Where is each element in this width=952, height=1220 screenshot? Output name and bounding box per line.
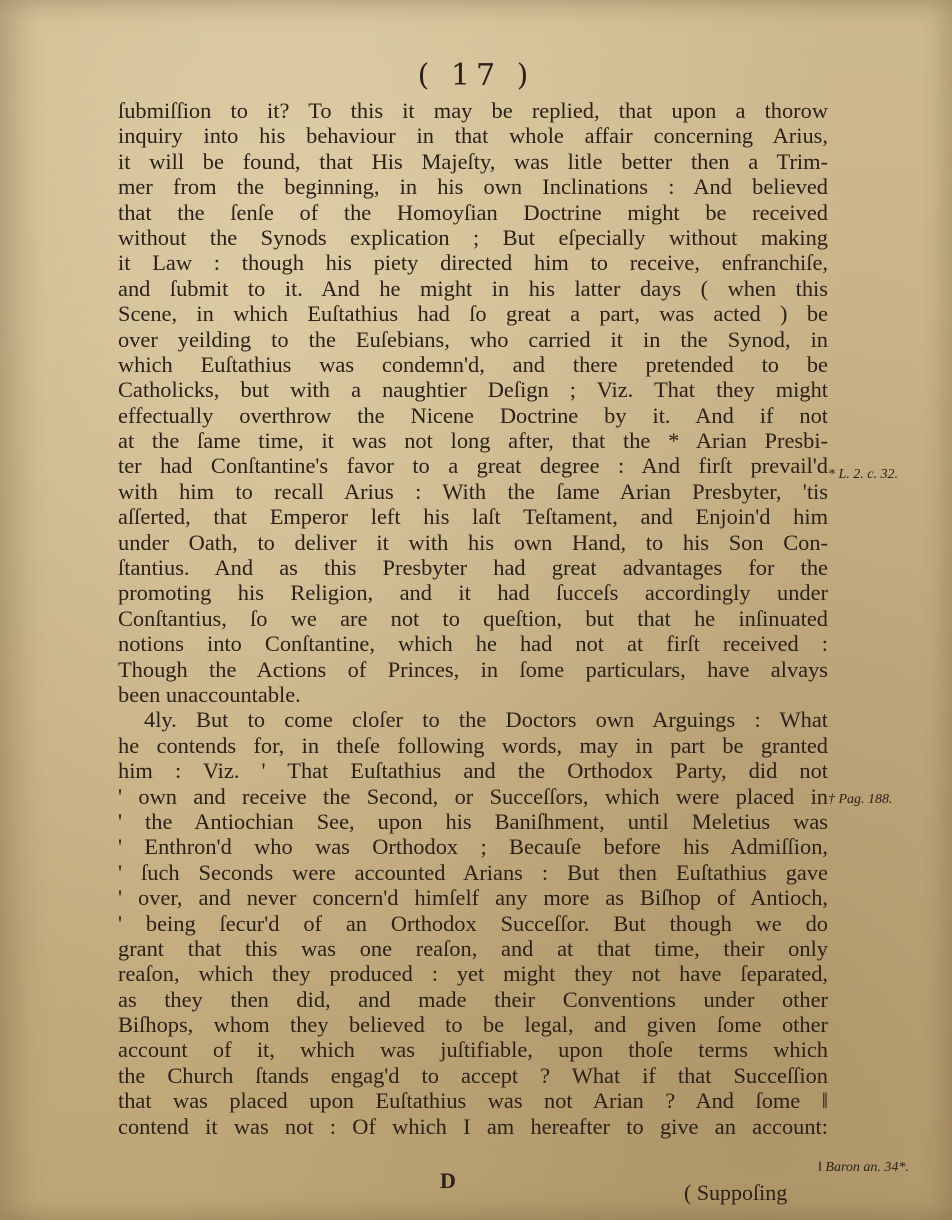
margin-note-2: † Pag. 188. xyxy=(828,792,893,807)
text-line: inquiry into his behaviour in that whole affair concerning Arius, xyxy=(118,123,828,149)
margin-note-3: ‖ Baron an. 34*. xyxy=(818,1160,909,1175)
text-line: ' being ſecur'd of an Orthodox Succeſſor. But though we do xyxy=(118,910,828,936)
text-line: ' the Antiochian See, upon his Baniſhment, until Meletius was xyxy=(118,808,828,834)
text-line: Biſhops, whom they believed to be legal, and given ſome other xyxy=(118,1012,828,1038)
text-line: reaſon, which they produced : yet might they not have ſeparated, xyxy=(118,961,828,987)
text-line: grant that this was one reaſon, and at that time, their only xyxy=(118,935,828,961)
text-line: ' Enthron'd who was Orthodox ; Becauſe before his Admiſſion, xyxy=(118,834,828,860)
margin-note-1: * L. 2. c. 32. xyxy=(828,467,898,482)
text-line: it Law : though his piety directed him to receive, enfranchiſe, xyxy=(118,250,828,276)
text-line: Conſtantius, ſo we are not to queſtion, but that he inſinuated xyxy=(118,605,828,631)
text-line: he contends for, in theſe following words, may in part be granted xyxy=(118,732,828,758)
text-line: mer from the beginning, in his own Inclinations : And believed xyxy=(118,174,828,200)
text-line: ſtantius. And as this Presbyter had great advantages for the xyxy=(118,555,828,581)
text-line: aſſerted, that Emperor left his laſt Teſtament, and Enjoin'd him xyxy=(118,504,828,530)
body-text xyxy=(118,98,828,1139)
text-line: account of it, which was juſtifiable, upon thoſe terms which xyxy=(118,1037,828,1063)
text-line: without the Synods explication ; But eſpecially without making xyxy=(118,224,828,250)
text-line: ter had Conſtantine's favor to a great degree : And firſt prevail'd xyxy=(118,453,828,479)
text-line: which Euſtathius was condemn'd, and there pretended to be xyxy=(118,351,828,377)
text-line: and ſubmit to it. And he might in his latter days ( when this xyxy=(118,275,828,301)
text-line: ' over, and never concern'd himſelf any more as Biſhop of Antioch, xyxy=(118,885,828,911)
text-line: notions into Conſtantine, which he had not at firſt received : xyxy=(118,631,828,657)
text-line: under Oath, to deliver it with his own Hand, to his Son Con- xyxy=(118,529,828,555)
text-line: that the ſenſe of the Homoyſian Doctrine might be received xyxy=(118,199,828,225)
catchword: ( Suppoſing xyxy=(684,1180,788,1205)
text-line: promoting his Religion, and it had ſucceſs accordingly under xyxy=(118,580,828,606)
text-line: with him to recall Arius : With the ſame Arian Presbyter, 'tis xyxy=(118,478,828,504)
paragraph-start-line: 4ly. But to come cloſer to the Doctors own Arguings : What xyxy=(144,707,828,733)
text-line: over yeilding to the Euſebians, who carried it in the Synod, in xyxy=(118,326,828,352)
text-line: it will be found, that His Majeſty, was litle better then a Trim- xyxy=(118,148,828,174)
text-line: the Church ſtands engag'd to accept ? What if that Succeſſion xyxy=(118,1062,828,1088)
text-line: Catholicks, but with a naughtier Deſign ; Viz. That they might xyxy=(118,377,828,403)
text-line: him : Viz. ' That Euſtathius and the Orthodox Party, did not xyxy=(118,758,828,784)
signature-mark: D xyxy=(440,1168,456,1193)
text-line: effectually overthrow the Nicene Doctrine by it. And if not xyxy=(118,402,828,428)
text-line: at the ſame time, it was not long after, that the * Arian Presbi- xyxy=(118,428,828,454)
text-line: ' own and receive the Second, or Succeſſors, which were placed in xyxy=(118,783,828,809)
text-line: contend it was not : Of which I am hereafter to give an account: xyxy=(118,1113,828,1139)
text-line: ' ſuch Seconds were accounted Arians : But then Euſtathius gave xyxy=(118,859,828,885)
text-line: Scene, in which Euſtathius had ſo great a part, was acted ) be xyxy=(118,301,828,327)
text-line: that was placed upon Euſtathius was not Arian ? And ſome ‖ xyxy=(118,1088,828,1114)
text-line: as they then did, and made their Conventions under other xyxy=(118,986,828,1012)
text-line: been unaccountable. xyxy=(118,681,301,707)
page-number: ( 17 ) xyxy=(417,58,535,93)
text-line: ſubmiſſion to it? To this it may be replied, that upon a thorow xyxy=(118,98,828,123)
text-line: Though the Actions of Princes, in ſome particulars, have alvays xyxy=(118,656,828,682)
